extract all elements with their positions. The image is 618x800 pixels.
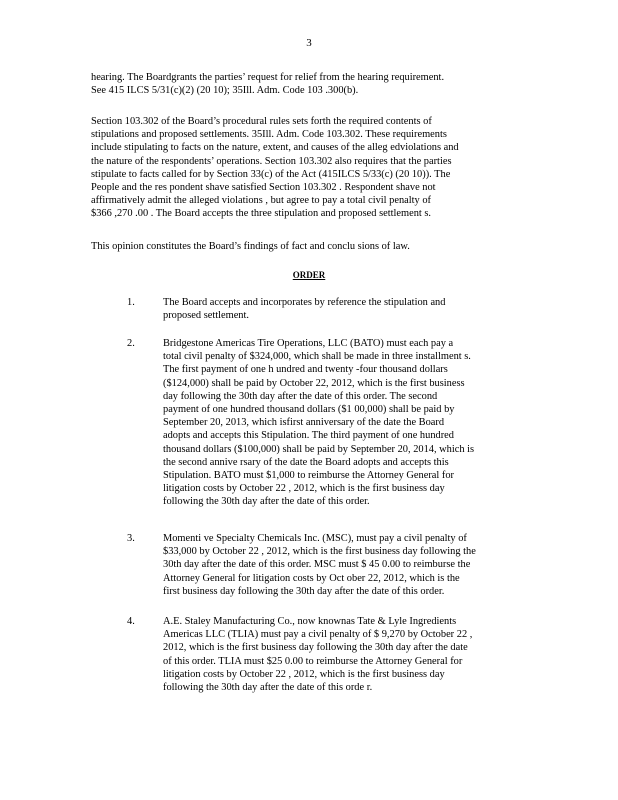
- paragraph-opinion: [91, 240, 524, 253]
- text-line: The first payment of one h undred and twenty -four thousand dollars: [163, 364, 448, 376]
- item-text: [163, 615, 524, 694]
- text-line: September 20, 2013, which isfirst anniversary of the date the Board: [163, 417, 445, 429]
- text-line: the second annive rsary of the date the Board adopts and accepts this: [163, 456, 449, 468]
- text-line: Americas LLC (TLIA) must pay a civil penalty of $ 9,270 by October 22 ,: [163, 629, 473, 641]
- text-line: following the 30th day after the date of this orde r.: [163, 682, 373, 694]
- text-line: $33,000 by October 22 , 2012, which is the first business day following the: [163, 546, 476, 558]
- text-line: stipulate to facts called for by Section 33(c) of the Act (415ILCS 5/33(c) (20 10)). The: [91, 168, 451, 180]
- text-line: This opinion constitutes the Board’s findings of fact and conclu sions of law.: [91, 241, 410, 252]
- text-line: 30th day after the date of this order. MSC must $ 45 0.00 to reimburse the: [163, 559, 471, 571]
- text-line: litigation costs by October 22 , 2012, which is the first business day: [163, 668, 445, 680]
- text-line: total civil penalty of $324,000, which shall be made in three installment s.: [163, 351, 471, 363]
- item-number: 4.: [127, 616, 135, 627]
- text-line: include stipulating to facts on the nature, extent, and causes of the alleg edviolations and: [91, 142, 459, 154]
- text-line: Stipulation. BATO must $1,000 to reimburse the Attorney General for: [163, 470, 454, 482]
- text-line: Bridgestone Americas Tire Operations, LLC (BATO) must each pay a: [163, 338, 454, 349]
- text-line: first business day following the 30th day after the date of this order.: [163, 585, 445, 597]
- text-line: thousand dollars ($100,000) shall be paid by September 20, 2014, which is: [163, 443, 475, 455]
- text-line: following the 30th day after the date of this order.: [163, 496, 370, 508]
- order-heading: ORDER: [292, 270, 326, 280]
- item-text: [163, 296, 524, 322]
- paragraph-hearing: [91, 71, 524, 97]
- paragraph-section-103302: [91, 115, 524, 221]
- item-text: [163, 337, 524, 509]
- text-line: day following the 30th day after the date of this order. The second: [163, 390, 438, 402]
- text-line: Momenti ve Specialty Chemicals Inc. (MSC), must pay a civil penalty of: [163, 533, 467, 544]
- text-line: Section 103.302 of the Board’s procedural rules sets forth the required contents of: [91, 116, 432, 127]
- text-line: adopts and accepts this Stipulation. The third payment of one hundred: [163, 430, 454, 442]
- text-line: the nature of the respondents’ operations. Section 103.302 also requires that the parties: [91, 155, 452, 167]
- item-number: 1.: [127, 297, 135, 308]
- text-line: litigation costs by October 22 , 2012, which is the first business day: [163, 483, 445, 495]
- text-line: See 415 ILCS 5/31(c)(2) (20 10); 35Ill. Adm. Code 103 .300(b).: [91, 85, 359, 97]
- text-line: $366 ,270 .00 . The Board accepts the three stipulation and proposed settlement s.: [91, 208, 432, 220]
- text-line: 2012, which is the first business day following the 30th day after the date: [163, 642, 468, 654]
- text-line: A.E. Staley Manufacturing Co., now knownas Tate & Lyle Ingredients: [163, 616, 457, 627]
- text-line: payment of one hundred thousand dollars ($1 00,000) shall be paid by: [163, 404, 455, 416]
- text-line: affirmatively admit the alleged violations , but agree to pay a total civil penalty of: [91, 195, 431, 207]
- text-line: ($124,000) shall be paid by October 22, 2012, which is the first business: [163, 377, 465, 389]
- page-number: 3: [306, 37, 312, 49]
- text-line: of this order. TLIA must $25 0.00 to reimburse the Attorney General for: [163, 655, 463, 667]
- item-text: [163, 532, 524, 598]
- item-number: 2.: [127, 338, 135, 349]
- text-line: stipulations and proposed settlements. 35Ill. Adm. Code 103.302. These requirements: [91, 129, 447, 141]
- item-number: 3.: [127, 533, 135, 544]
- text-line: proposed settlement.: [163, 310, 249, 322]
- text-line: The Board accepts and incorporates by reference the stipulation and: [163, 297, 446, 308]
- text-line: People and the res pondent shave satisfied Section 103.302 . Respondent shave not: [91, 182, 436, 194]
- text-line: Attorney General for litigation costs by Oct ober 22, 2012, which is the: [163, 572, 460, 584]
- text-line: hearing. The Boardgrants the parties’ request for relief from the hearing requirement.: [91, 72, 445, 83]
